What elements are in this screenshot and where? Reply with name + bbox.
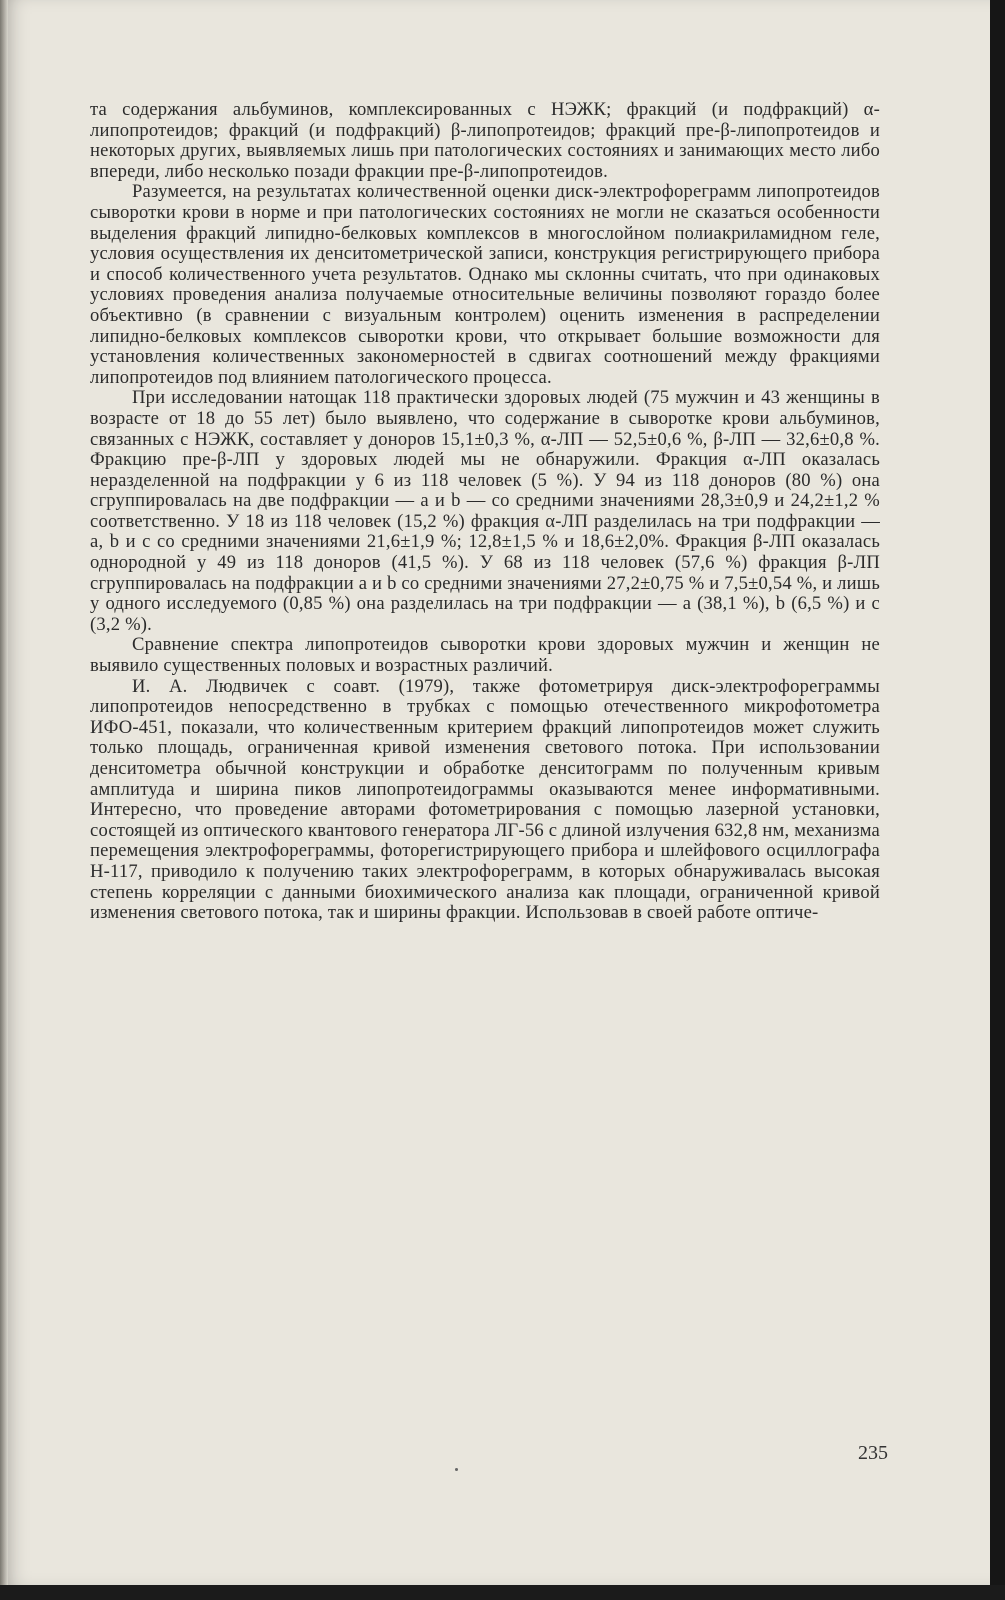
scan-edge-bottom — [0, 1585, 1005, 1600]
paragraph-methodology: Разумеется, на результатах количественной оценки диск-электрофореграмм липопротеидов сыворотки крови в норме и при патологических состояниях не могли не сказаться особенности выделения фракций липидно-белковых комплексов в многослойном полиакриламидном геле, условия осуществления их денситометрической записи, конструкция регистрирующего прибора и способ количественного учета результатов. Однако мы склонны считать, что при одинаковых условиях проведения анализа получаемые относительные величины позволяют гораздо более объективно (в сравнении с визуальным контролем) оценить изменения в распределении липидно-белковых комплексов сыворотки крови, что открывает большие возможности для установления количественных закономерностей в сдвигах соотношений между фракциями липопротеидов под влиянием патологического процесса. — [90, 181, 880, 388]
paper-speck — [455, 1468, 458, 1471]
page-gutter-shadow — [0, 0, 8, 1585]
scan-edge-right — [990, 0, 1005, 1600]
paragraph-continuation: та содержания альбуминов, комплексированных с НЭЖК; фракций (и подфракций) α-липопротеидов; фракций (и подфракций) β-липопротеидов; фракций пре-β-липопротеидов и некоторых других, выявляемых лишь при патологических состояниях и занимающих место либо впереди, либо несколько позади фракции пре-β-липопротеидов. — [90, 99, 880, 182]
body-text — [90, 100, 880, 924]
paragraph-ludvichek: И. А. Людвичек с соавт. (1979), также фотометрируя диск-электрофореграммы липопротеидов непосредственно в трубках с помощью отечественного микрофотометра ИФО-451, показали, что количественным критерием фракций липопротеидов может служить только площадь, ограниченная кривой изменения светового потока. При использовании денситометра обычной конструкции и обработке денситограмм по полученным кривым амплитуда и ширина пиков липопротеидограммы оказываются менее информативными. Интересно, что проведение авторами фотометрирования с помощью лазерной установки, состоящей из оптического квантового генератора ЛГ-56 с длиной излучения 632,8 нм, механизма перемещения электрофореграммы, фоторегистрирующего прибора и шлейфового осциллографа Н-117, приводило к получению таких электрофореграмм, в которых обнаруживалась высокая степень корреляции с данными биохимического анализа как площади, ограниченной кривой изменения светового потока, так и ширины фракции. Использовав в своей работе оптиче- — [90, 675, 880, 924]
paragraph-comparison: Сравнение спектра липопротеидов сыворотки крови здоровых мужчин и женщин не выявило существенных половых и возрастных различий. — [90, 634, 880, 677]
paragraph-results: При исследовании натощак 118 практически здоровых людей (75 мужчин и 43 женщины в возрасте от 18 до 55 лет) было выявлено, что содержание в сыворотке крови альбуминов, связанных с НЭЖК, составляет у доноров 15,1±0,3 %, α-ЛП — 52,5±0,6 %, β-ЛП — 32,6±0,8 %. Фракцию пре-β-ЛП у здоровых людей мы не обнаружили. Фракция α-ЛП оказалась неразделенной на подфракции у 6 из 118 человек (5 %). У 94 из 118 доноров (80 %) она сгруппировалась на две подфракции — а и b — со средними значениями 28,3±0,9 и 24,2±1,2 % соответственно. У 18 из 118 человек (15,2 %) фракция α-ЛП разделилась на три подфракции — а, b и с со средними значениями 21,6±1,9 %; 12,8±1,5 % и 18,6±2,0%. Фракция β-ЛП оказалась однородной у 49 из 118 доноров (41,5 %). У 68 из 118 человек (57,6 %) фракция β-ЛП сгруппировалась на подфракции а и b со средними значениями 27,2±0,75 % и 7,5±0,54 %, и лишь у одного исследуемого (0,85 %) она разделилась на три подфракции — а (38,1 %), b (6,5 %) и с (3,2 %). — [90, 387, 880, 635]
page-number: 235 — [858, 1442, 888, 1464]
